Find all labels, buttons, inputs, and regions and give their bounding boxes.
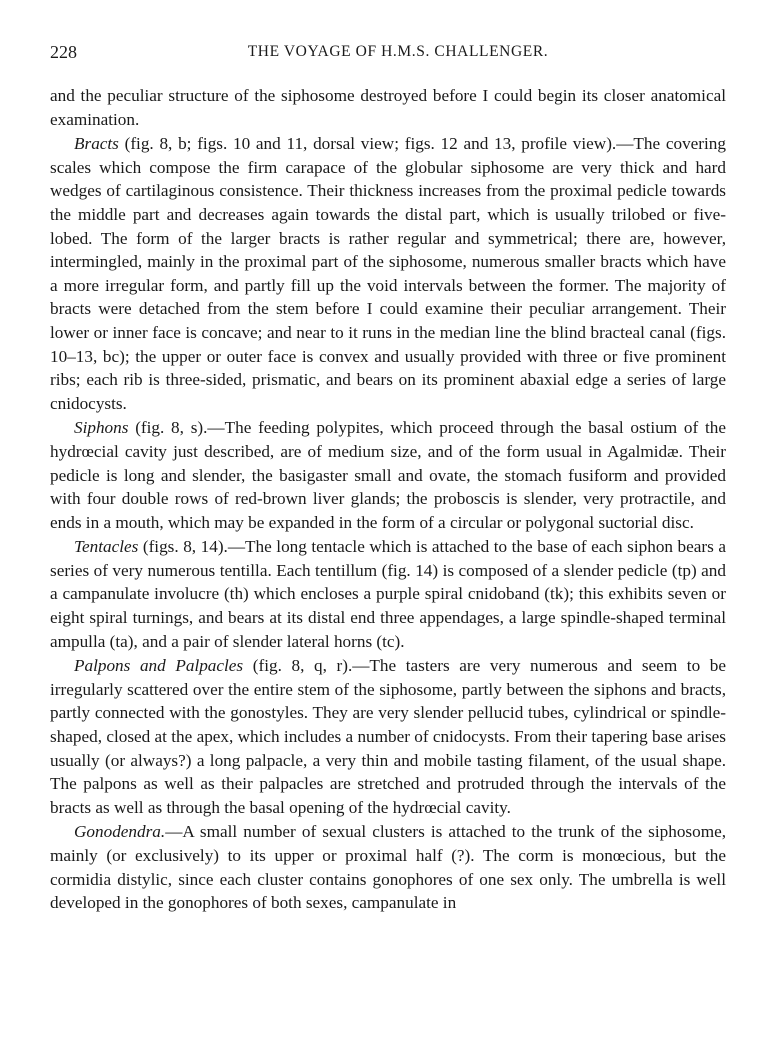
section-heading-gonodendra: Gonodendra. [74,822,166,842]
body-text [50,84,726,915]
section-heading-bracts: Bracts [74,134,119,154]
paragraph-palpons [50,654,726,819]
section-heading-palpons: Palpons and Palpacles [74,656,244,676]
paragraph-continuation [50,84,726,131]
paragraph-text: and the peculiar structure of the siphosome destroyed before I could begin its closer anatomical examination. [50,86,726,129]
section-heading-tentacles: Tentacles [74,537,139,557]
paragraph-text: (fig. 8, s).—The feeding polypites, which proceed through the basal ostium of the hydrœcial cavity just described, are of medium size, and of the form usual in Agalmidæ. Their pedicle is long and slender, the basigaster small and ovate, the stomach fusiform and provided with four double rows of red-brown liver glands; the proboscis is slender, very protractile, and ends in a mouth, which may be expanded in the form of a circular or polygonal suctorial disc. [50,418,726,532]
paragraph-text: (fig. 8, b; figs. 10 and 11, dorsal view; figs. 12 and 13, profile view).—The covering scales which compose the firm carapace of the globular siphosome are very thick and hard wedges of cartilaginous consistence. Their thickness increases from the proximal pedicle towards the middle part and decreases again towards the distal part, which is usually trilobed or five-lobed. The form of the larger bracts is rather regular and symmetrical; there are, however, intermingled, mainly in the proximal part of the siphosome, numerous smaller bracts which have a more irregular form, and partly fill up the void intervals between the former. The majority of bracts were detached from the stem before I could examine their peculiar arrangement. Their lower or inner face is concave; and near to it runs in the median line the blind bracteal canal (figs. 10–13, bc); the upper or outer face is convex and usually provided with three or five prominent ribs; each rib is three-sided, prismatic, and bears on its prominent abaxial edge a series of large cnidocysts. [50,134,726,413]
paragraph-tentacles [50,535,726,653]
paragraph-gonodendra [50,820,726,914]
paragraph-siphons [50,416,726,534]
paragraph-bracts [50,132,726,415]
page [50,38,726,916]
paragraph-text: (fig. 8, q, r).—The tasters are very numerous and seem to be irregularly scattered over the entire stem of the siphosome, partly between the siphons and bracts, partly connected with the gonostyles. They are very slender pellucid tubes, cylindrical or spindle-shaped, closed at the apex, which includes a number of cnidocysts. From their tapering base arises usually (or always?) a long palpacle, a very thin and mobile tasting filament, of the usual shape. The palpons as well as their palpacles are stretched and protruded through the intervals of the bracts as well as through the basal opening of the hydrœcial cavity. [50,656,727,817]
paragraph-text: (figs. 8, 14).—The long tentacle which is attached to the base of each siphon bears a series of very numerous tentilla. Each tentillum (fig. 14) is composed of a slender pedicle (tp) and a campanulate involucre (th) which encloses a purple spiral cnidoband (tk); this exhibits seven or eight spiral turnings, and bears at its distal end three appendages, a large spindle-shaped terminal ampulla (ta), and a pair of slender lateral horns (tc). [50,537,726,651]
page-number: 228 [50,42,77,62]
paragraph-text: —A small number of sexual clusters is attached to the trunk of the siphosome, mainly (or exclusively) to its upper or proximal half (?). The corm is monœcious, but the cormidia distylic, since each cluster contains gonophores of one sex only. The umbrella is well developed in the gonophores of both sexes, campanulate in [50,822,726,913]
running-head: THE VOYAGE OF H.M.S. CHALLENGER. [247,43,549,60]
page-header [50,38,726,66]
section-heading-siphons: Siphons [74,418,129,438]
